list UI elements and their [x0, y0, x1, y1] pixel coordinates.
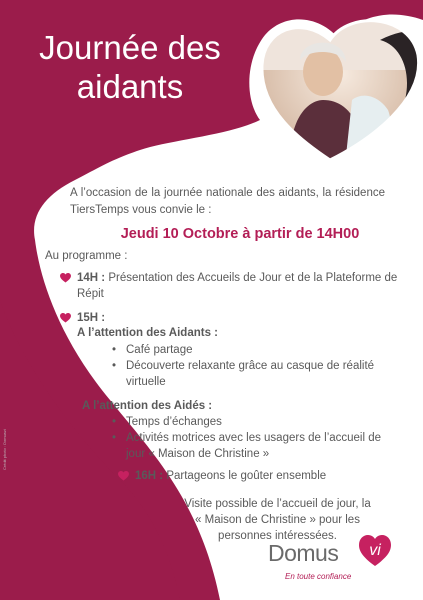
logo-text: Domus — [268, 540, 339, 566]
item-15h-time: 15H : — [77, 312, 106, 324]
visit-line-1: Visite possible de l’accueil de jour, la — [184, 498, 371, 510]
item-14h-time: 14H : — [77, 272, 106, 284]
aidants-heading: A l’attention des Aidants : — [77, 327, 218, 339]
aides-heading: A l’attention des Aidés : — [82, 400, 213, 412]
aidants-bullet-1-text: Café partage — [126, 344, 193, 356]
bullet-dot: • — [112, 416, 117, 428]
bullet-dot: • — [112, 344, 117, 356]
aides-bullet-1 — [112, 414, 222, 430]
aidants-bullet-2-text: Découverte relaxante grâce au casque de réalité — [126, 360, 375, 372]
event-date: Jeudi 10 Octobre à partir de 14H00 — [120, 226, 360, 242]
visit-note — [170, 496, 385, 544]
visit-line-3: personnes intéressées. — [218, 530, 337, 542]
domusvi-logo — [268, 540, 381, 567]
item-16h — [135, 468, 326, 484]
heart-icon — [118, 471, 129, 481]
aides-bullet-1-text: Temps d’échanges — [126, 416, 222, 428]
photo-credit: Crédit photo : Domusvi — [2, 429, 7, 470]
logo-heart-vi-icon — [358, 534, 392, 568]
item-16h-time: 16H : — [135, 470, 164, 482]
item-16h-text: Partageons le goûter ensemble — [166, 470, 327, 482]
program-label: Au programme : — [45, 250, 128, 262]
aidants-bullet-2-cont: virtuelle — [126, 376, 166, 388]
visit-line-2: « Maison de Christine » pour les — [195, 514, 360, 526]
aidants-bullet-2 — [112, 358, 374, 374]
svg-text:vi: vi — [369, 542, 381, 559]
title-line-1: Journée des — [39, 29, 221, 66]
heart-icon — [60, 313, 71, 323]
aidants-bullet-1 — [112, 342, 193, 358]
aides-bullet-2-text: Activités motrices avec les usagers de l’accueil de — [126, 432, 382, 444]
item-14h — [77, 270, 407, 302]
title-line-2: aidants — [76, 68, 184, 105]
heart-icon — [60, 273, 71, 283]
aides-bullet-2-cont: jour « Maison de Christine » — [126, 448, 270, 460]
page-title — [20, 28, 240, 106]
intro-text: A l’occasion de la journée nationale des aidants, la résidence TiersTemps vous convie le : — [70, 187, 385, 216]
logo-tagline: En toute confiance — [285, 572, 352, 581]
aides-bullet-2 — [112, 430, 381, 446]
item-14h-text: Présentation des Accueils de Jour et de la Plateforme de Répit — [77, 272, 398, 300]
bullet-dot: • — [112, 432, 117, 444]
bullet-dot: • — [112, 360, 117, 372]
